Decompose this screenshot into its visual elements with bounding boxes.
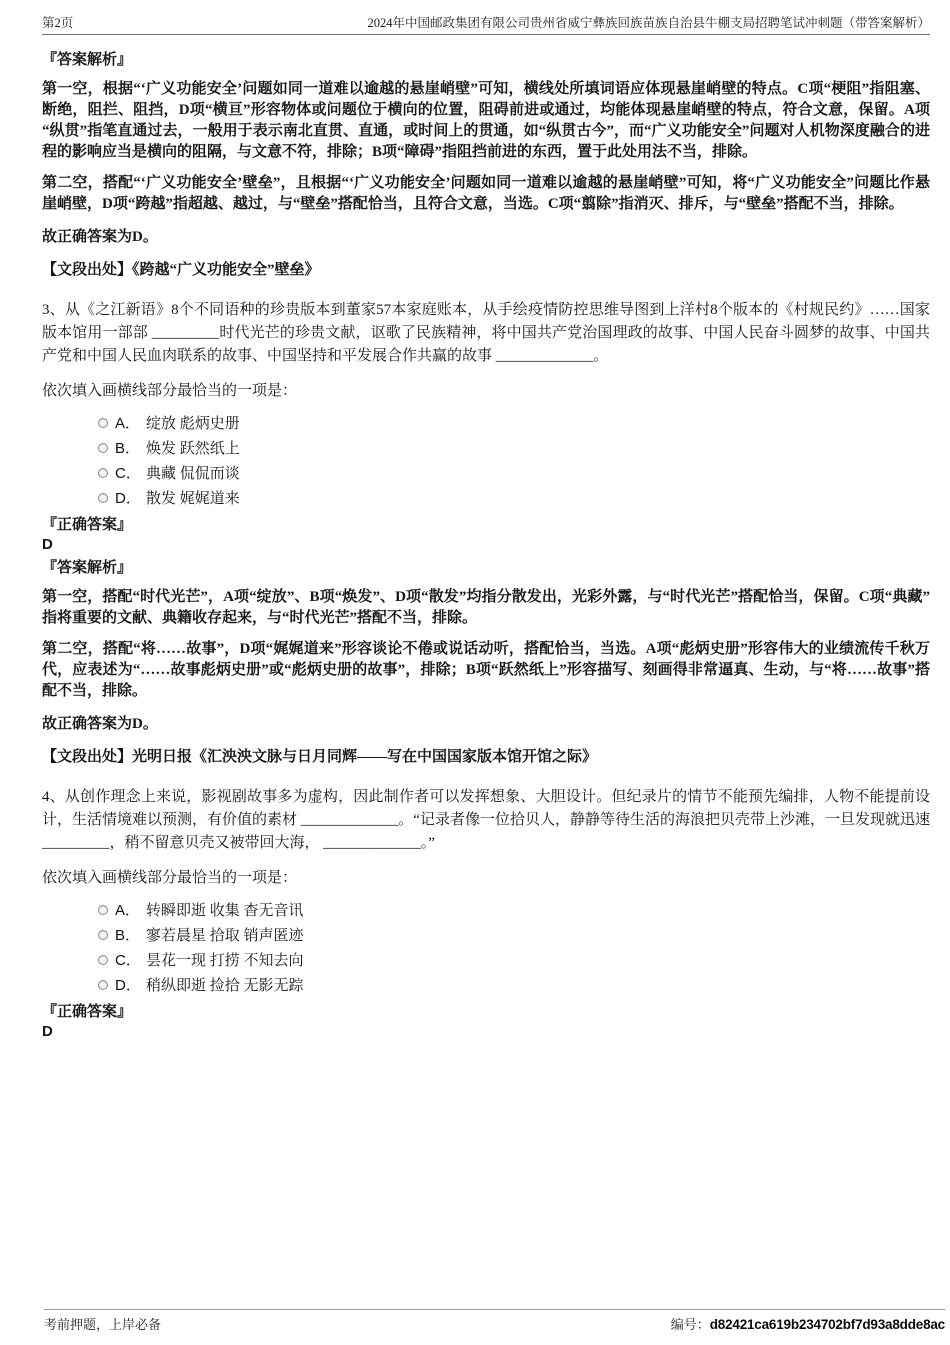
question-4-prompt: 依次填入画横线部分最恰当的一项是： xyxy=(42,870,298,886)
q3-option-d-text: 散发 娓娓道来 xyxy=(146,491,240,507)
q2-analysis-paragraph-2: 第二空，搭配“‘广义功能安全’壁垒”，且根据“‘广义功能安全’问题如同一道难以逾越的悬崖峭壁”可知，将“广义功能安全”问题比作悬崖峭壁，D项“跨越”指超越、越过，与“壁垒”搭配恰当，且符合文意，当选。C项“翦除”指消灭、排斥，与“壁垒”搭配不当，排除。 xyxy=(42,175,930,212)
q2-analysis-paragraph-1: 第一空，根据“‘广义功能安全’问题如同一道难以逾越的悬崖峭壁”可知，横线处所填词语应体现悬崖峭壁的特点。C项“梗阻”指阻塞、断绝，阻拦、阻挡，D项“横亘”形容物体或问题位于横向的位置，阻碍前进或通过，均能体现悬崖峭壁的特点，符合文意，保留。A项“纵贯”指笔直通过去，一般用于表示南北直贯、直通，或时间上的贯通，如“纵贯古今”，而“广义功能安全”问题对人机物深度融合的进程的影响应当是横向的阻隔，与文意不符，排除；B项“障碍”指阻挡前进的东西，置于此处用法不当，排除。 xyxy=(42,81,930,160)
q2-source: 【文段出处】《跨越“广义功能安全”壁垒》 xyxy=(42,262,320,278)
q4-option-b-text: 寥若晨星 拾取 销声匿迹 xyxy=(146,928,304,944)
q4-option-c-letter: C． xyxy=(115,952,141,969)
q3-analysis-label: 『答案解析』 xyxy=(42,560,133,576)
q4-option-a-text: 转瞬即逝 收集 杳无音讯 xyxy=(146,903,304,919)
q4-correct-answer: D xyxy=(42,1023,53,1040)
q3-option-c-radio-button[interactable] xyxy=(98,468,108,478)
question-3-stem: 3、从《之江新语》8个不同语种的珍贵版本到董家57本家庭账本，从手绘疫情防控思维导图到上洋村8个版本的《村规民约》……国家版本馆用一部部 _________时代光芒的珍贵文献，讴歌了民族精神，将中国共产党治国理政的故事、中国人民奋斗圆梦的故事、中国共产党和中国人民血肉联系的故事、中国坚持和平发展合作共赢的故事 _____________。 xyxy=(42,302,930,364)
q4-option-c-radio-button[interactable] xyxy=(98,955,108,965)
q3-option-b-radio-button[interactable] xyxy=(98,443,108,453)
q3-conclusion: 故正确答案为D。 xyxy=(42,716,158,732)
q4-option-b-row xyxy=(42,922,930,947)
q3-correct-answer: D xyxy=(42,536,53,553)
q4-correct-answer-label: 『正确答案』 xyxy=(42,1004,133,1020)
q3-option-a-radio-button[interactable] xyxy=(98,418,108,428)
q2-conclusion: 故正确答案为D。 xyxy=(42,229,158,245)
q3-option-b-row xyxy=(42,435,930,460)
document-title: 2024年中国邮政集团有限公司贵州省威宁彝族回族苗族自治县牛棚支局招聘笔试冲刺题（带答案解析） xyxy=(367,16,930,30)
question-3-prompt: 依次填入画横线部分最恰当的一项是： xyxy=(42,383,298,399)
q4-option-d-text: 稍纵即逝 捡拾 无影无踪 xyxy=(146,978,304,994)
q3-option-d-row xyxy=(42,485,930,510)
q4-option-d-radio-button[interactable] xyxy=(98,980,108,990)
q4-option-a-radio-button[interactable] xyxy=(98,905,108,915)
q3-option-b-text: 焕发 跃然纸上 xyxy=(146,441,240,457)
q4-option-b-radio-button[interactable] xyxy=(98,930,108,940)
q3-analysis-paragraph-1: 第一空，搭配“时代光芒”，A项“绽放”、B项“焕发”、D项“散发”均指分散发出，光彩外露，与“时代光芒”搭配恰当，保留。C项“典藏”指将重要的文献、典籍收存起来，与“时代光芒”搭配不当，排除。 xyxy=(42,589,930,626)
question-3-options xyxy=(42,410,930,510)
q3-option-c-row xyxy=(42,460,930,485)
q3-option-c-letter: C． xyxy=(115,465,141,482)
page-header xyxy=(42,0,930,35)
q3-option-b-letter: B． xyxy=(115,440,141,457)
q3-option-a-letter: A． xyxy=(115,415,141,432)
q3-correct-answer-label: 『正确答案』 xyxy=(42,517,133,533)
q3-option-c-text: 典藏 侃侃而谈 xyxy=(146,466,240,482)
footer-serial-label: 编号： xyxy=(670,1317,710,1332)
q3-option-a-text: 绽放 彪炳史册 xyxy=(146,416,240,432)
q4-option-a-row xyxy=(42,897,930,922)
question-4-options xyxy=(42,897,930,997)
page-number: 第2页 xyxy=(42,16,74,30)
q3-option-d-letter: D． xyxy=(115,490,141,507)
q3-option-a-row xyxy=(42,410,930,435)
q3-option-d-radio-button[interactable] xyxy=(98,493,108,503)
footer-serial-value: d82421ca619b234702bf7d93a8dde8ac xyxy=(709,1317,945,1332)
q4-option-c-row xyxy=(42,947,930,972)
q4-option-c-text: 昙花一现 打捞 不知去向 xyxy=(146,953,304,969)
q3-source: 【文段出处】光明日报《汇泱泱文脉与日月同辉——写在中国国家版本馆开馆之际》 xyxy=(42,749,598,765)
q2-analysis-label: 『答案解析』 xyxy=(42,52,133,68)
q4-option-a-letter: A． xyxy=(115,902,141,919)
footer-serial xyxy=(671,1314,945,1333)
question-4-stem: 4、从创作理念上来说，影视剧故事多为虚构，因此制作者可以发挥想象、大胆设计。但纪录片的情节不能预先编排，人物不能提前设计，生活情境难以预测，有价值的素材 _____________。“记录者像一位拾贝人，静静等待生活的海浪把贝壳带上沙滩，一旦发现就迅速 _________，稍不留意贝壳又被带回大海， _____________。” xyxy=(42,789,930,851)
footer-slogan: 考前押题，上岸必备 xyxy=(44,1317,162,1332)
q4-option-d-letter: D． xyxy=(115,977,141,994)
q3-analysis-paragraph-2: 第二空，搭配“将……故事”，D项“娓娓道来”形容谈论不倦或说话动听，搭配恰当，当选。A项“彪炳史册”形容伟大的业绩流传千秋万代，应表述为“……故事彪炳史册”或“彪炳史册的故事”，排除；B项“跃然纸上”形容描写、刻画得非常逼真、生动，与“将……故事”搭配不当，排除。 xyxy=(42,641,930,699)
page-footer xyxy=(44,1309,945,1333)
q4-option-b-letter: B． xyxy=(115,927,141,944)
q4-option-d-row xyxy=(42,972,930,997)
